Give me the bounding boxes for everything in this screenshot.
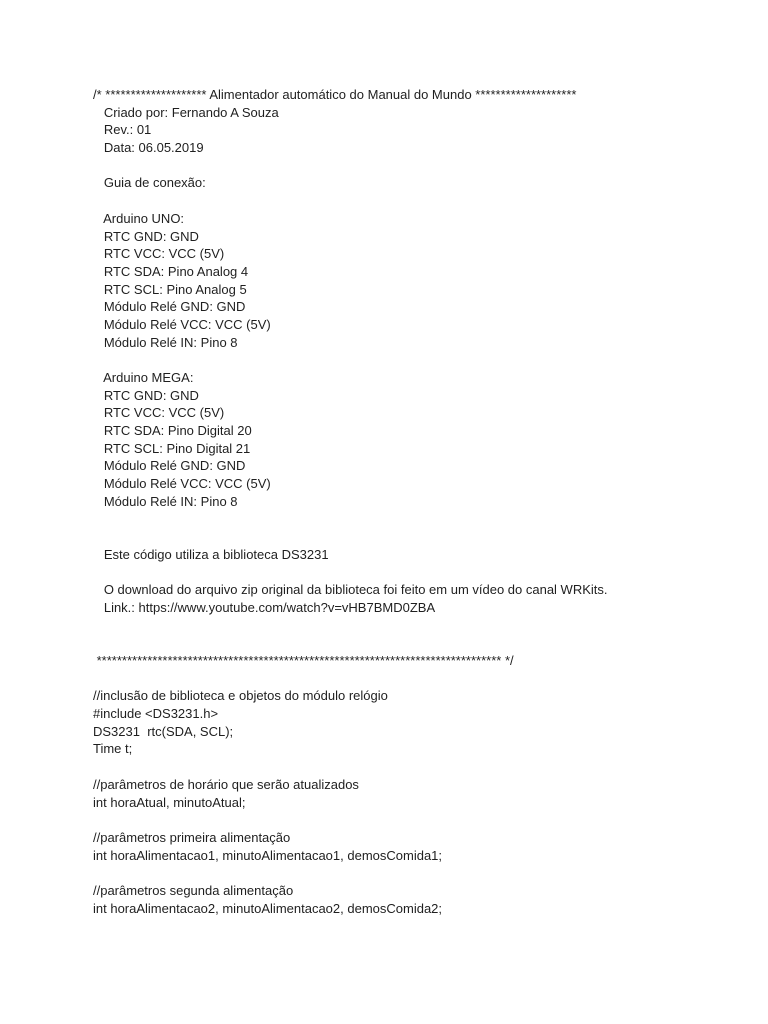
code-line: RTC GND: GND bbox=[93, 387, 199, 403]
blank-line bbox=[93, 564, 753, 582]
code-line: RTC GND: GND bbox=[93, 228, 199, 244]
code-line: DS3231 rtc(SDA, SCL); bbox=[93, 723, 234, 739]
code-line: Módulo Relé GND: GND bbox=[93, 299, 246, 315]
code-line: int horaAlimentacao1, minutoAlimentacao1, demosComida1; bbox=[93, 847, 443, 863]
code-line: #include <DS3231.h> bbox=[93, 706, 219, 722]
code-line: //parâmetros primeira alimentação bbox=[93, 829, 291, 845]
blank-line bbox=[93, 758, 753, 776]
blank-line bbox=[93, 811, 753, 829]
blank-line bbox=[93, 192, 753, 210]
code-line: RTC VCC: VCC (5V) bbox=[93, 405, 225, 421]
blank-line bbox=[93, 351, 753, 369]
blank-line bbox=[93, 617, 753, 635]
code-line: Criado por: Fernando A Souza bbox=[93, 104, 279, 120]
code-line: Este código utiliza a biblioteca DS3231 bbox=[93, 546, 329, 562]
blank-line bbox=[93, 634, 753, 652]
code-line: //parâmetros de horário que serão atualizados bbox=[93, 776, 359, 792]
code-line: int horaAtual, minutoAtual; bbox=[93, 794, 246, 810]
code-line: //inclusão de biblioteca e objetos do módulo relógio bbox=[93, 688, 388, 704]
code-line: RTC VCC: VCC (5V) bbox=[93, 246, 225, 262]
code-line: int horaAlimentacao2, minutoAlimentacao2, demosComida2; bbox=[93, 900, 443, 916]
code-line: Módulo Relé VCC: VCC (5V) bbox=[93, 316, 271, 332]
code-line: //parâmetros segunda alimentação bbox=[93, 882, 294, 898]
code-line: Módulo Relé GND: GND bbox=[93, 458, 246, 474]
code-line: Módulo Relé IN: Pino 8 bbox=[93, 493, 238, 509]
code-line: /* ******************** Alimentador automático do Manual do Mundo ******************** bbox=[93, 87, 577, 102]
code-line: Módulo Relé IN: Pino 8 bbox=[93, 334, 238, 350]
code-line: ******************************************************************************** */ bbox=[93, 653, 514, 668]
blank-line bbox=[93, 511, 753, 529]
code-line: RTC SDA: Pino Digital 20 bbox=[93, 423, 252, 439]
code-listing bbox=[93, 86, 753, 917]
blank-line bbox=[93, 528, 753, 546]
code-line: Link.: https://www.youtube.com/watch?v=vHB7BMD0ZBA bbox=[93, 599, 436, 615]
code-line: Arduino MEGA: bbox=[93, 370, 194, 385]
code-line: Data: 06.05.2019 bbox=[93, 140, 204, 156]
code-line: Time t; bbox=[93, 741, 133, 757]
code-line: Módulo Relé VCC: VCC (5V) bbox=[93, 476, 271, 492]
code-line: O download do arquivo zip original da biblioteca foi feito em um vídeo do canal WRKits. bbox=[93, 582, 608, 598]
code-line: Guia de conexão: bbox=[93, 175, 206, 191]
code-line: RTC SCL: Pino Analog 5 bbox=[93, 281, 247, 297]
code-line: RTC SCL: Pino Digital 21 bbox=[93, 440, 251, 456]
blank-line bbox=[93, 864, 753, 882]
code-line: RTC SDA: Pino Analog 4 bbox=[93, 263, 249, 279]
code-line: Arduino UNO: bbox=[93, 210, 185, 226]
blank-line bbox=[93, 670, 753, 688]
code-line: Rev.: 01 bbox=[93, 122, 152, 138]
blank-line bbox=[93, 157, 753, 175]
